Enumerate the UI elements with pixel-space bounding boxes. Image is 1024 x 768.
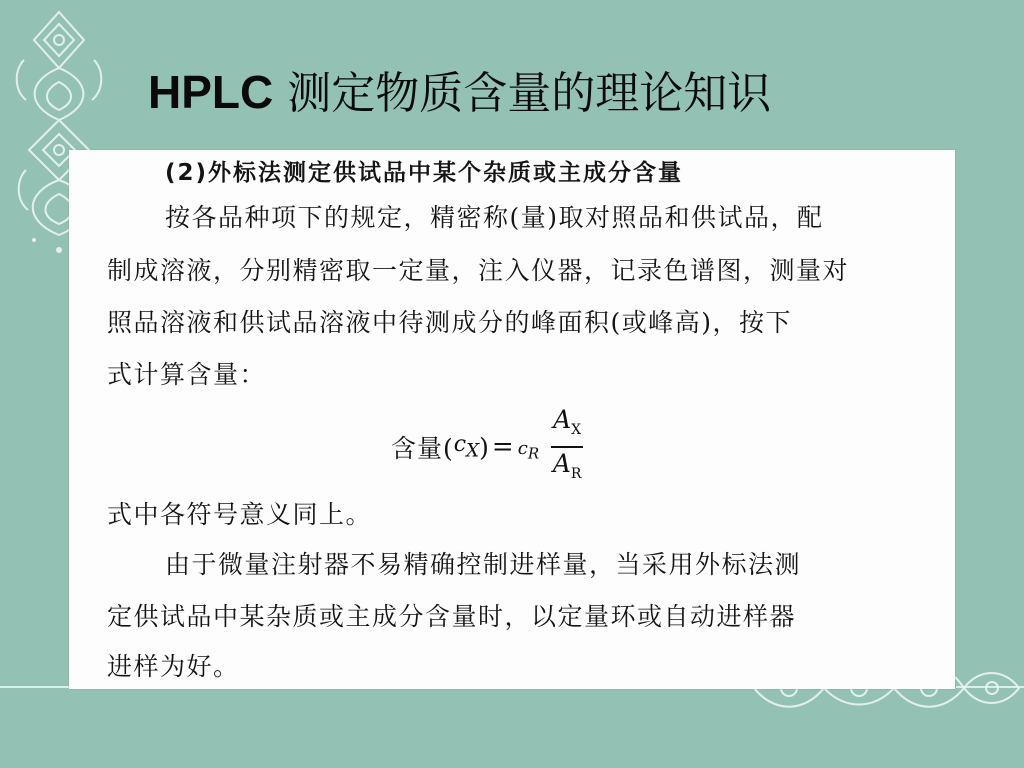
formula-denominator (553, 448, 582, 489)
formula-cr (518, 438, 539, 463)
formula-close-paren: ) (479, 432, 490, 462)
document-panel (69, 150, 955, 689)
paragraph-1-line-3: 照品溶液和供试品溶液中待测成分的峰面积(或峰高)，按下 (107, 308, 793, 337)
formula-cr-subscript: R (527, 444, 540, 463)
paragraph-2: 式中各符号意义同上。 (107, 500, 373, 529)
formula-lhs-label: 含量( (391, 434, 454, 463)
paragraph-3-line-3: 进样为好。 (107, 652, 240, 681)
formula-fraction (551, 405, 583, 489)
paragraph-3-line-1: 由于微量注射器不易精确控制进样量，当采用外标法测 (165, 550, 802, 579)
formula-numerator (551, 405, 583, 448)
formula-cx-subscript: X (466, 440, 480, 462)
paragraph-3-line-2: 定供试品中某杂质或主成分含量时，以定量环或自动进样器 (107, 602, 797, 631)
divider-rule-right (956, 686, 1024, 688)
slide-title-latin: HPLC (148, 66, 274, 118)
formula-denominator-subscript: R (570, 466, 582, 482)
paragraph-1-line-2: 制成溶液，分别精密取一定量，注入仪器，记录色谱图，测量对 (107, 256, 850, 285)
slide-title-cjk: 测定物质含量的理论知识 (273, 68, 772, 119)
divider-rule-left (0, 686, 70, 688)
formula-cr-symbol: c (517, 437, 528, 459)
slide-title (148, 62, 948, 122)
formula-numerator-symbol: A (553, 405, 572, 434)
content-formula (391, 405, 583, 482)
formula-denominator-symbol: A (552, 449, 571, 478)
formula-cx (454, 432, 479, 461)
formula-cx-symbol: c (453, 432, 467, 458)
paragraph-1-line-4: 式计算含量： (107, 360, 267, 389)
paragraph-1-line-1: 按各品种项下的规定，精密称(量)取对照品和供试品，配 (165, 203, 824, 232)
section-heading: (2)外标法测定供试品中某个杂质或主成分含量 (165, 160, 684, 186)
formula-equals: = (491, 432, 514, 462)
formula-numerator-subscript: X (571, 422, 582, 438)
